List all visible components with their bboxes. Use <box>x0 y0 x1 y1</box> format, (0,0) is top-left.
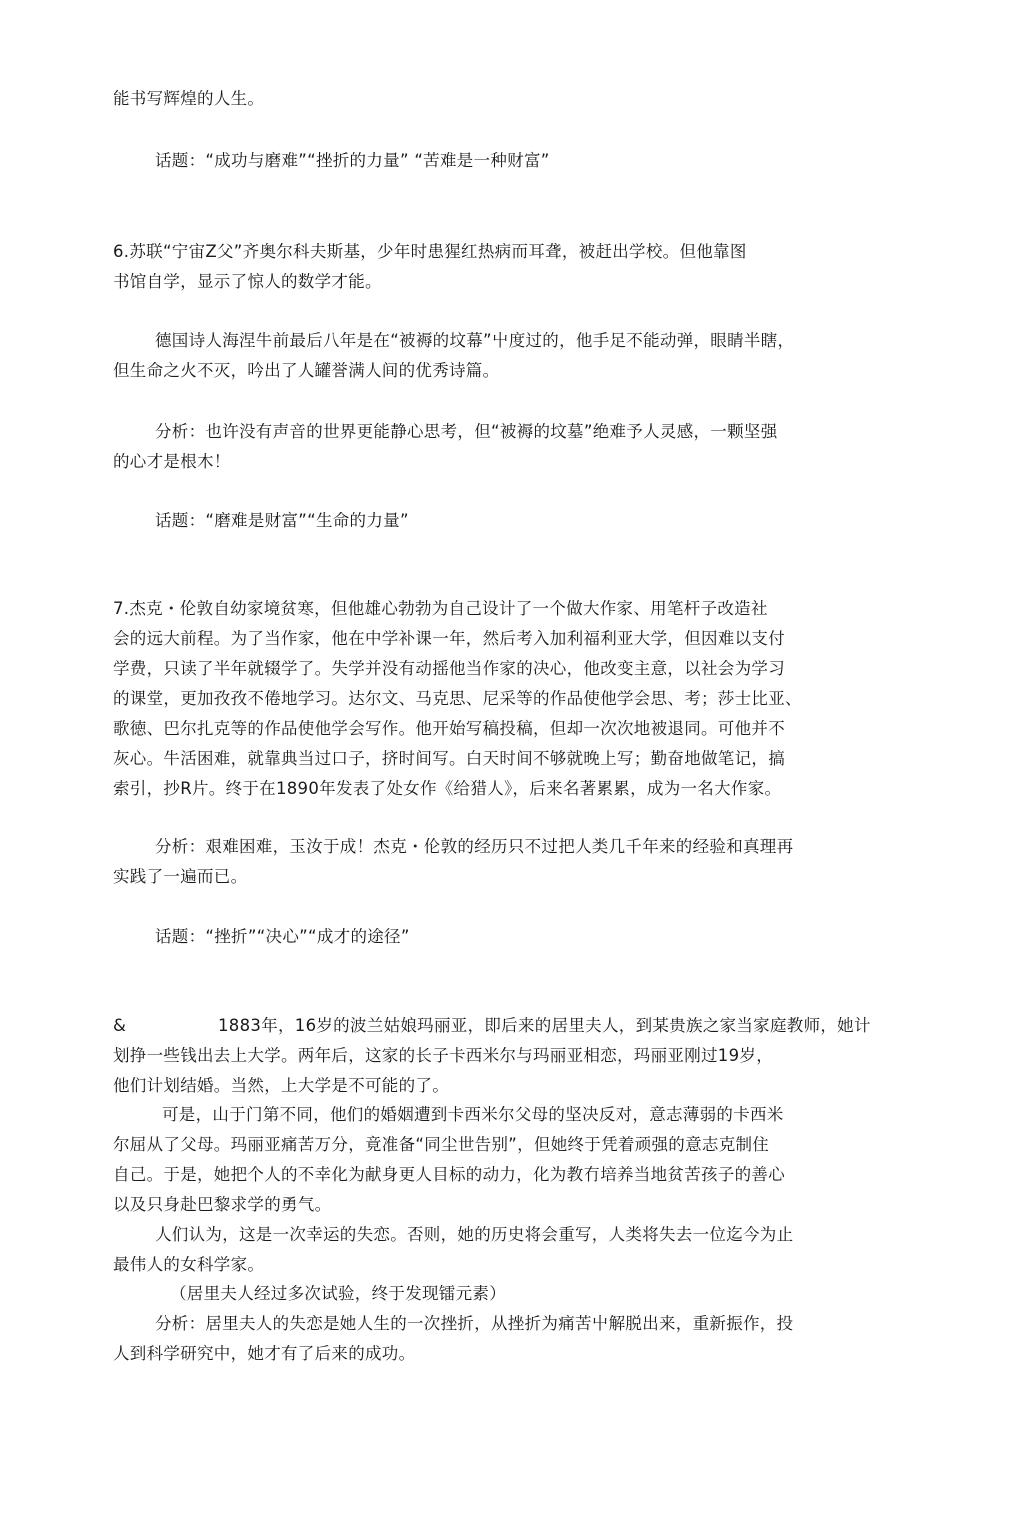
text-line: 索引，抄R片。终于在1890年发表了处女作《给猎人》，后来名著累累，成为一名大作家。 <box>113 779 782 798</box>
text-line: （居里夫人经过多次试验，终于发现镭元素） <box>170 1284 506 1303</box>
text-line: 但生命之火不灭，吟出了人罐誉满人间的优秀诗篇。 <box>113 361 500 380</box>
text-line: & <box>113 1016 127 1035</box>
text-line: 6.苏联“宁宙Z父”齐奥尔科夫斯基，少年时患猩红热病而耳聋，被赶出学校。但他靠图 <box>113 242 747 261</box>
text-line: 德国诗人海涅牛前最后八年是在“被褥的坟幕”屮度过的，他手足不能动弹，眼睛半瞎， <box>155 331 795 350</box>
text-line: 分析：居里夫人的失恋是她人生的一次挫折，从挫折为痛苦屮解脱出来，重新振作，投 <box>155 1314 794 1333</box>
text-line: 他们计划结婚。当然，上大学是不可能的了。 <box>113 1076 449 1095</box>
text-line: 学费，只读了半年就辍学了。失学并没有动摇他当作家的决心，他改变主意，以社会为学习 <box>113 659 785 678</box>
text-line: 人们认为，这是一次幸运的失恋。否则，她的历史将会重写，人类将失去一位迄今为止 <box>155 1225 794 1244</box>
text-line: 会的远大前程。为了当作家，他在中学补课一年，然后考入加利福利亚大学，但因难以支付 <box>113 629 785 648</box>
text-line: 分析：也许没有声音的世界更能静心思考，但“被褥的坟墓”绝难予人灵感，一颗坚强 <box>155 422 778 441</box>
text-line: 人到科学研究中，她才有了后来的成功。 <box>113 1344 416 1363</box>
text-line: 歌徳、巴尔扎克等的作品使他学会写作。他开始写稿投稿，但却一次次地被退同。可他并不 <box>113 719 785 738</box>
text-line: 的心才是根木！ <box>113 452 231 471</box>
text-line: 1883年，16岁的波兰姑娘玛丽亚，即后来的居里夫人，到某贵族之家当家庭教师，她计 <box>218 1016 871 1035</box>
text-line: 话题：“挫折”“决心”“成才的途径” <box>155 927 410 946</box>
text-line: 7.杰克・伦敦自幼家境贫寒，但他雄心勃勃为自己设计了一个做大作家、用笔杆子改造社 <box>113 599 768 618</box>
text-line: 的课堂，更加孜孜不倦地学习。达尔文、马克思、尼采等的作品使他学会思、考；莎士比亚、 <box>113 689 802 708</box>
text-line: 话题：“成功与磨难”“挫折的力量” “苦难是一种财富” <box>155 151 550 170</box>
text-line: 以及只身赴巴黎求学的勇气。 <box>113 1195 332 1214</box>
text-line: 分析：艰难困难，玉汝于成！杰克・伦敦的经历只不过把人类几千年来的经验和真理再 <box>155 837 794 856</box>
text-line: 话题：“磨难是财富”“生命的力量” <box>155 511 409 530</box>
text-line: 尔屈从了父母。玛丽亚痛苦万分，竟准备“同尘世告别”，但她终于凭着顽强的意志克制住 <box>113 1135 770 1154</box>
text-line: 灰心。牛活困难，就靠典当过口子，挤时间写。白天时间不够就晚上写；勤奋地做笔记，搞 <box>113 749 785 768</box>
text-line: 划挣一些钱出去上大学。两年后，这家的长子卡西米尔与玛丽亚相恋，玛丽亚刚过19岁， <box>113 1046 773 1065</box>
text-line: 可是，山于门第不同，他们的婚姻遭到卡西米尔父母的坚决反对，意志薄弱的卡西米 <box>162 1105 784 1124</box>
text-line: 书馆自学，显示了惊人的数学才能。 <box>113 272 382 291</box>
text-line: 实践了一遍而已。 <box>113 867 248 886</box>
text-line: 最伟人的女科学家。 <box>113 1255 265 1274</box>
text-line: 能书写辉煌的人生。 <box>113 89 265 108</box>
text-line: 自己。于是，她把个人的不幸化为献身更人目标的动力，化为教冇培养当地贫苦孩子的善心 <box>113 1165 785 1184</box>
